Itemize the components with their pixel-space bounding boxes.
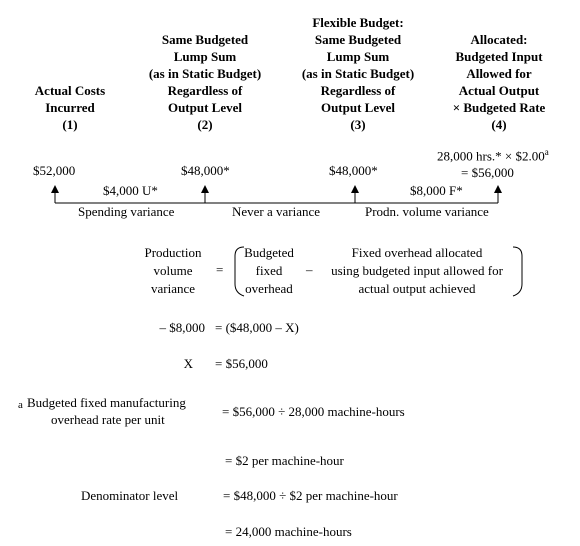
col2-value: $48,000* — [181, 163, 230, 178]
column-1-header-line: (1) — [62, 117, 78, 132]
solve-line2-rhs: = $56,000 — [215, 356, 268, 371]
rate-label-line2: overhead rate per unit — [51, 412, 165, 427]
solve-line2-lhs: X — [183, 356, 193, 371]
production-volume-variance-amount: $8,000 F* — [410, 183, 463, 198]
column-3-header-line: Same Budgeted — [314, 32, 402, 47]
column-4-header-line: Allocated: — [470, 32, 528, 47]
col4-rate-text: 28,000 hrs.* × $2.00 — [437, 148, 545, 164]
column-2-header-line: (2) — [197, 117, 213, 132]
column-2-header-line: Regardless of — [167, 83, 243, 98]
column-3-header-line: Flexible Budget: — [312, 15, 404, 30]
column-3-header-line: (3) — [350, 117, 366, 132]
formula-allocated-line: Fixed overhead allocated — [351, 245, 483, 260]
spending-variance-label: Spending variance — [78, 204, 175, 219]
col4-footnote-marker: a — [544, 147, 549, 157]
formula-budgeted-line: Budgeted — [244, 245, 294, 260]
column-1-header-line: Incurred — [45, 100, 95, 115]
formula-equals: = — [216, 262, 224, 277]
rate-rhs1: = $56,000 ÷ 28,000 machine-hours — [222, 404, 405, 419]
column-2-header-line: Output Level — [167, 100, 243, 115]
formula-allocated-line: using budgeted input allowed for — [331, 263, 503, 278]
formula-budgeted-fixed-overhead — [238, 244, 300, 298]
rate-label-line1: Budgeted fixed manufacturing — [27, 395, 186, 410]
col3-value: $48,000* — [329, 163, 378, 178]
production-volume-variance-label: Prodn. volume variance — [365, 204, 489, 219]
column-2-header-line: Lump Sum — [173, 49, 237, 64]
spending-variance-amount: $4,000 U* — [103, 183, 158, 198]
formula-lhs-line: Production — [144, 245, 202, 260]
column-4-header-line: Budgeted Input — [455, 49, 543, 64]
column-3-header-line: Output Level — [320, 100, 396, 115]
col1-value: $52,000 — [33, 163, 76, 178]
formula-fixed-overhead-allocated — [317, 244, 517, 298]
column-4-header-line: × Budgeted Rate — [452, 100, 546, 115]
solve-line1-rhs: = ($48,000 – X) — [215, 320, 299, 335]
denominator-label: Denominator level — [81, 488, 179, 503]
denominator-rhs1: = $48,000 ÷ $2 per machine-hour — [223, 488, 398, 503]
formula-minus: – — [306, 262, 313, 277]
rate-footnote-marker: a — [18, 399, 23, 411]
column-2-header-line: Same Budgeted — [161, 32, 249, 47]
formula-budgeted-line: fixed — [255, 263, 283, 278]
rate-rhs2: = $2 per machine-hour — [225, 453, 344, 468]
solve-line1-lhs: – $8,000 — [159, 320, 205, 335]
formula-allocated-line: actual output achieved — [358, 281, 476, 296]
column-3-header-line: Lump Sum — [326, 49, 390, 64]
col4-value-line2: = $56,000 — [461, 165, 514, 180]
never-a-variance-label: Never a variance — [232, 204, 321, 219]
column-1-header-line: Actual Costs — [34, 83, 106, 98]
column-4-header-line: Allowed for — [466, 66, 532, 81]
column-3-header-line: (as in Static Budget) — [301, 66, 415, 81]
column-3-header-line: Regardless of — [320, 83, 396, 98]
column-4-header-line: Actual Output — [458, 83, 540, 98]
denominator-rhs2: = 24,000 machine-hours — [225, 524, 352, 539]
formula-lhs-line: variance — [150, 281, 196, 296]
column-2-header-line: (as in Static Budget) — [148, 66, 262, 81]
formula-budgeted-line: overhead — [245, 281, 293, 296]
formula-lhs-line: volume — [153, 263, 193, 278]
column-4-header-line: (4) — [491, 117, 507, 132]
